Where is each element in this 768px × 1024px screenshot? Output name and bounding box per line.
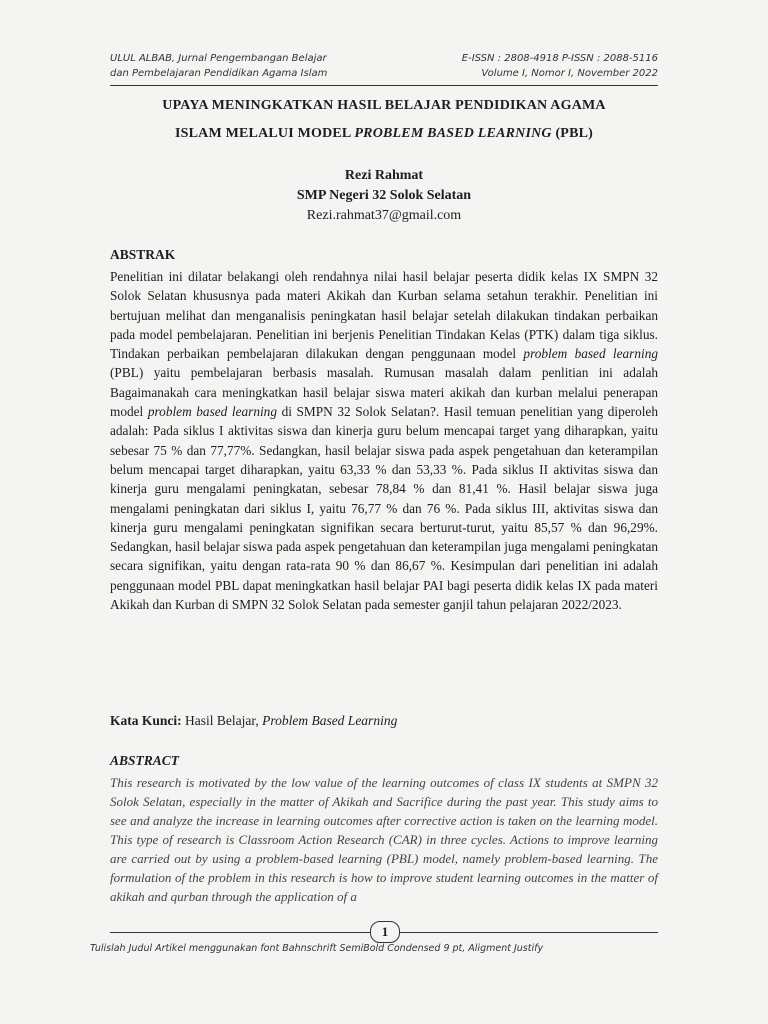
abstract-heading: ABSTRACT <box>110 753 180 768</box>
journal-name-line1: ULUL ALBAB, Jurnal Pengembangan Belajar <box>110 53 327 64</box>
abstract-body: This research is motivated by the low value of the learning outcomes of class IX students at SMPN 32 Solok Selatan, especially in the matter of Akikah and Sacrifice during the past year. This study aims to see and analyze the increase in learning outcomes after corrective action is taken on the learning model. This type of research is Classroom Action Research (CAR) in three cycles. Actions to improve learning are carried out by using a problem-based learning (PBL) model, namely problem-based learning. The formulation of the problem in this research is how to improve student learning outcomes in the matter of akikah and qurban through the application of a <box>110 775 658 904</box>
title-line2 <box>110 120 658 148</box>
article-title <box>110 92 658 148</box>
footer-note: Tulislah Judul Artikel menggunakan font Bahnschrift SemiBold Condensed 9 pt, Aligment Justify <box>90 943 544 954</box>
title-line2-suffix: (PBL) <box>551 126 594 141</box>
header-divider <box>110 85 658 86</box>
author-institution: SMP Negeri 32 Solok Selatan <box>296 188 472 203</box>
issn-line: E-ISSN : 2808-4918 P-ISSN : 2088-5116 <box>461 53 658 64</box>
abstrak-italic-1: problem based learning <box>523 346 658 362</box>
keywords <box>110 713 397 729</box>
title-line2-prefix: ISLAM MELALUI MODEL <box>174 126 355 141</box>
author-block <box>110 166 658 226</box>
abstrak-heading: ABSTRAK <box>110 247 176 262</box>
author-email: Rezi.rahmat37@gmail.com <box>306 208 462 223</box>
keywords-italic: Problem Based Learning <box>262 713 398 728</box>
title-line2-italic: PROBLEM BASED LEARNING <box>354 126 552 141</box>
keywords-label: Kata Kunci: <box>110 713 182 728</box>
abstrak-italic-2: problem based learning <box>147 404 277 420</box>
abstrak-text-3: di SMPN 32 Solok Selatan?. Hasil temuan penelitian yang diperoleh adalah: Pada siklus I aktivitas siswa dan kinerja guru belum mencapai target yang diharapkan, yaitu sebesar 75 % dan 77,77%. Sedangkan, hasil belajar siswa pada aspek pengetahuan dan keterampilan belum mencapai target diharapkan, yaitu 63,33 % dan 53,33 %. Pada siklus II aktivitas siswa dan kinerja guru mengalami peningkatan, sebesar 78,84 % dan 81,41 %. Hasil belajar siswa juga mengalami peningkatan dari siklus I, yaitu 76,77 % dan 76 %. Pada siklus III, aktivitas siswa dan kinerja guru mengalami peningkatan signifikan secara berturut-turut, yaitu 85,57 % dan 96,29%. Sedangkan, hasil belajar siswa pada aspek pengetahuan dan keterampilan juga mengalami peningkatan secara signifikan, yaitu dengan rata-rata 90 % dan 86,67 %. Kesimpulan dari penelitian ini adalah penggunaan model PBL dapat meningkatkan hasil belajar PAI bagi peserta didik kelas IX pada materi Akikah dan Kurban di SMPN 32 Solok Selatan pada semester ganjil tahun pelajaran 2022/2023. <box>110 404 658 613</box>
abstrak-body <box>110 267 658 614</box>
volume-line: Volume I, Nomor I, November 2022 <box>481 68 658 79</box>
title-line1: UPAYA MENINGKATKAN HASIL BELAJAR PENDIDIKAN AGAMA <box>162 98 606 113</box>
issn-info <box>462 51 658 81</box>
keywords-text: Hasil Belajar, <box>181 713 263 728</box>
abstrak-text-2: (PBL) yaitu pembelajaran berbasis masalah. Rumusan masalah dalam penlitian ini adalah Bagaimanakah cara meningkatkan hasil belajar siswa materi akikah dan kurban melalui penerapan model <box>110 365 658 420</box>
abstrak-text-1: Penelitian ini dilatar belakangi oleh rendahnya nilai hasil belajar peserta didik kelas IX SMPN 32 Solok Selatan khususnya pada materi Akikah dan Kurban selama setahun terakhir. Penelitian ini bertujuan melihat dan menganalisis peningkatan hasil belajar setelah dilakukan tindakan perbaikan pada model pembelajaran. Penelitian ini berjenis Penelitian Tindakan Kelas (PTK) dalam tiga siklus. Tindakan perbaikan pembelajaran dilakukan dengan penggunaan model <box>110 269 658 362</box>
journal-name-line2: dan Pembelajaran Pendidikan Agama Islam <box>110 68 328 79</box>
journal-name <box>110 51 327 81</box>
author-name: Rezi Rahmat <box>344 168 424 183</box>
page-number: 1 <box>370 921 400 943</box>
